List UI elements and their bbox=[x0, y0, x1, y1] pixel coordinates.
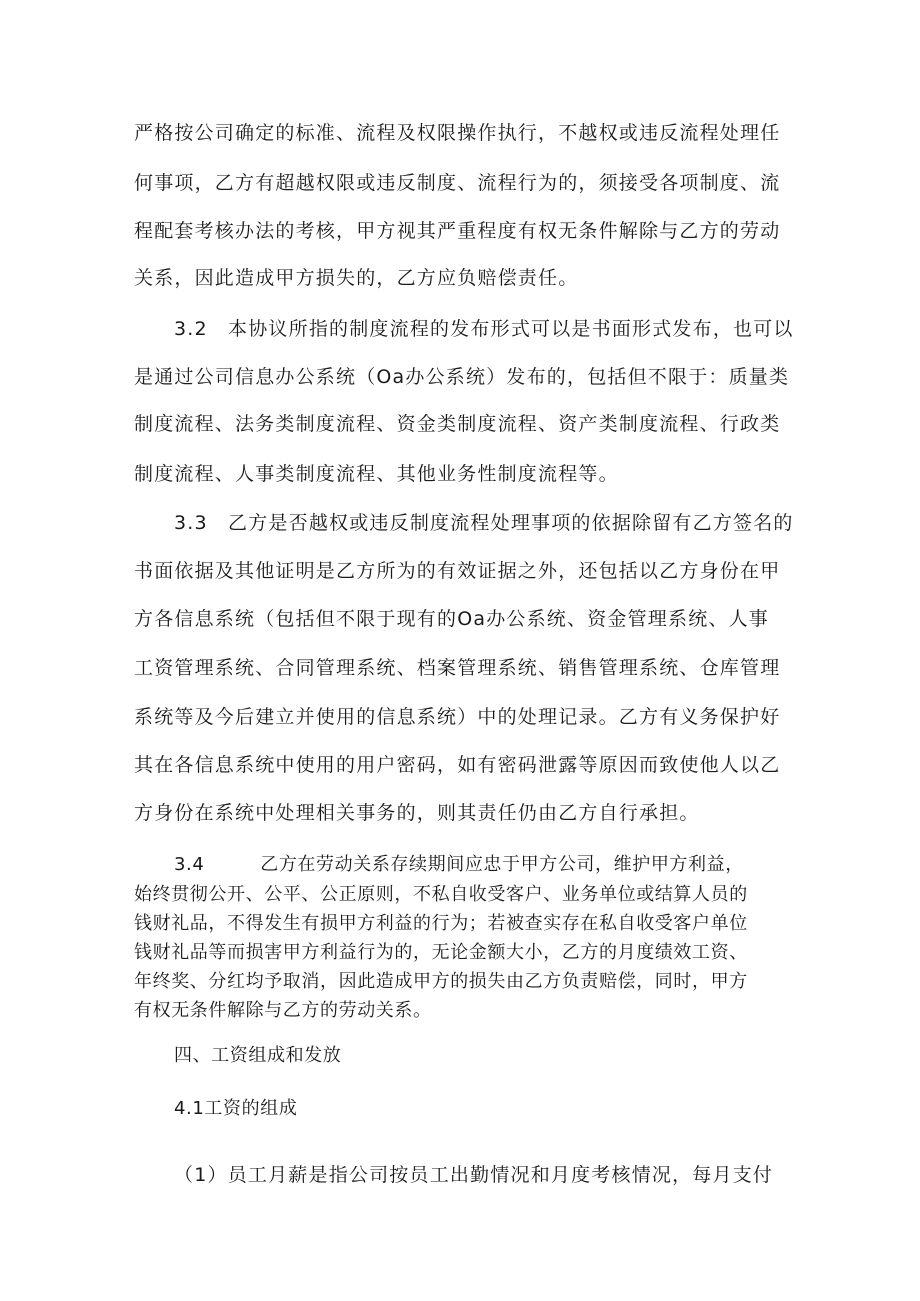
text-line: 严格按公司确定的标准、流程及权限操作执行，不越权或违反流程处理任 bbox=[134, 122, 781, 144]
text-line: 始终贯彻公开、公平、公正原则，不私自收受客户、业务单位或结算人员的 bbox=[134, 884, 748, 905]
text-line: 工资管理系统、合同管理系统、档案管理系统、销售管理系统、仓库管理 bbox=[134, 657, 781, 679]
text-line: 其在各信息系统中使用的用户密码，如有密码泄露等原因而致使他人以乙 bbox=[134, 754, 781, 776]
text-line: （1）员工月薪是指公司按员工出勤情况和月度考核情况，每月支付 bbox=[174, 1164, 774, 1186]
text-line: 钱财礼品，不得发生有损甲方利益的行为；若被查实存在私自收受客户单位 bbox=[134, 913, 748, 934]
section-heading: 四、工资组成和发放 bbox=[174, 1045, 342, 1066]
text-line: 制度流程、人事类制度流程、其他业务性制度流程等。 bbox=[134, 463, 619, 485]
text-line: 有权无条件解除与乙方的劳动关系。 bbox=[134, 1000, 432, 1021]
text-line: 3.2 本协议所指的制度流程的发布形式可以是书面形式发布，也可以 bbox=[174, 318, 794, 340]
text-line: 方身份在系统中处理相关事务的，则其责任仍由乙方自行承担。 bbox=[134, 802, 700, 824]
subsection-heading: 4.1工资的组成 bbox=[174, 1098, 298, 1119]
text-line: 关系，因此造成甲方损失的，乙方应负赔偿责任。 bbox=[134, 267, 579, 289]
text-line: 是通过公司信息办公系统（Oa办公系统）发布的，包括但不限于：质量类 bbox=[134, 366, 790, 388]
text-line: 何事项，乙方有超越权限或违反制度、流程行为的，须接受各项制度、流 bbox=[134, 172, 781, 194]
text-line: 制度流程、法务类制度流程、资金类制度流程、资产类制度流程、行政类 bbox=[134, 413, 781, 435]
text-line: 系统等及今后建立并使用的信息系统）中的处理记录。乙方有义务保护好 bbox=[134, 706, 781, 728]
text-line: 钱财礼品等而损害甲方利益行为的，无论金额大小，乙方的月度绩效工资、 bbox=[134, 942, 748, 963]
text-line: 3.4 乙方在劳动关系存续期间应忠于甲方公司，维护甲方利益， bbox=[174, 854, 744, 875]
text-line: 程配套考核办法的考核，甲方视其严重程度有权无条件解除与乙方的劳动 bbox=[134, 220, 781, 242]
text-line: 书面依据及其他证明是乙方所为的有效证据之外，还包括以乙方身份在甲 bbox=[134, 560, 781, 582]
text-line: 3.3 乙方是否越权或违反制度流程处理事项的依据除留有乙方签名的 bbox=[174, 512, 794, 534]
text-line: 方各信息系统（包括但不限于现有的Oa办公系统、资金管理系统、人事 bbox=[134, 608, 769, 630]
text-line: 年终奖、分红均予取消，因此造成甲方的损失由乙方负责赔偿，同时，甲方 bbox=[134, 971, 748, 992]
